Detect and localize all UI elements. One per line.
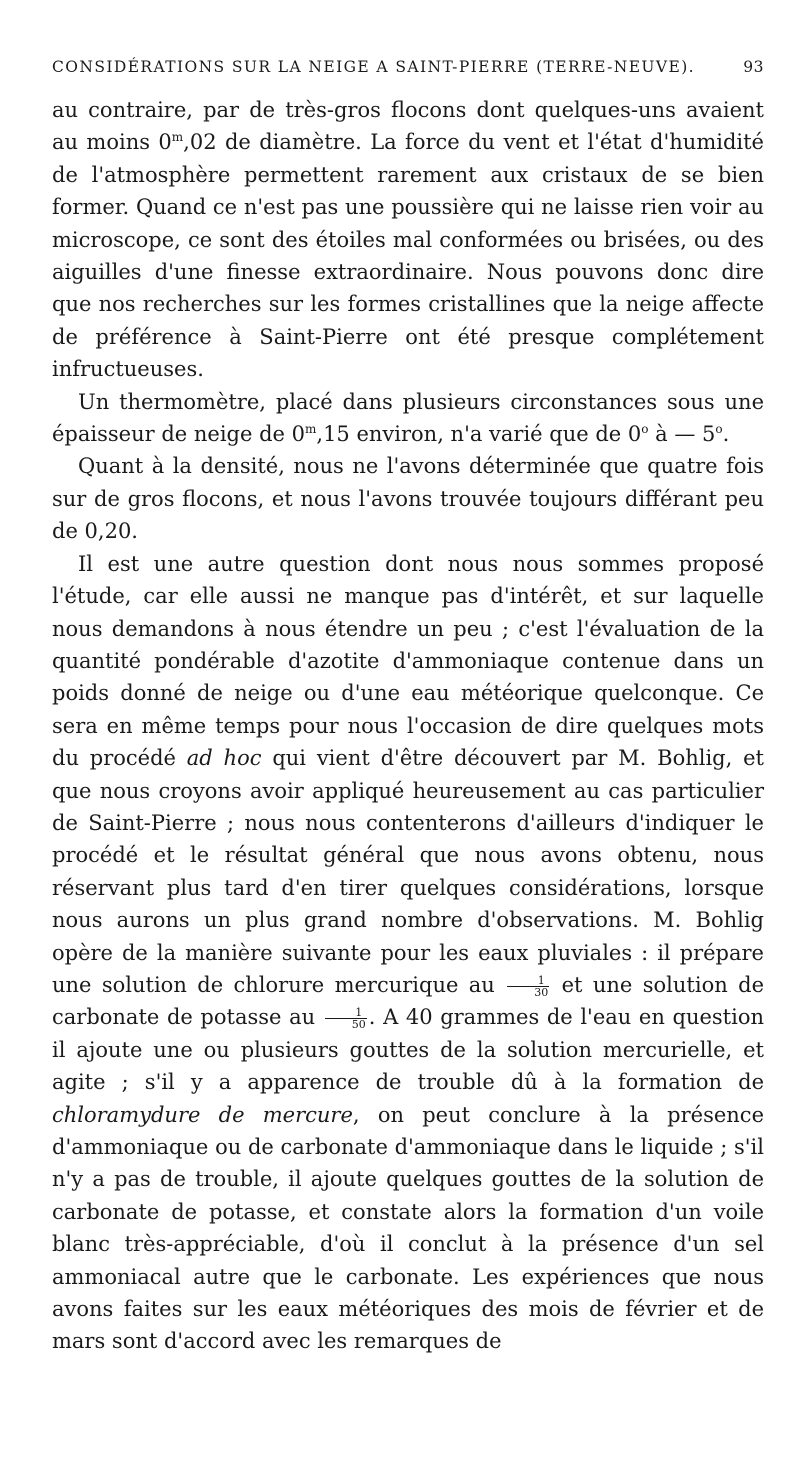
running-head [52,56,764,78]
paragraph-4-text-b: qui vient d'être découvert par M. Bohlig, et que nous croyons avoir appliqué heureusement au cas particulier de Saint-Pierre ; nous nous contenterons d'ailleurs d'indiquer le procédé et le résultat général que nous avons obtenu, nous réservant plus tard d'en tirer quelques considérations, lorsque nous aurons un plus grand nombre d'observations. M. Bohlig opère de la manière suivante pour les eaux pluviales : il prépare une solution de chlorure mercurique au [52,746,764,997]
paragraph-2-text-a: Un thermomètre, placé dans plusieurs circonstances sous une épaisseur de neige de 0 [52,389,764,447]
fraction-one-fiftieth [325,1007,367,1030]
paragraph-4-text-e: , on peut conclure à la présence d'ammoniaque ou de carbonate d'ammoniaque dans le liquide ; s'il n'y a pas de trouble, il ajoute quelques gouttes de la solution de carbonate de potasse, et constate alors la formation d'un voile blanc très-appréciable, d'où il conclut à la présence d'un sel ammoniacal autre que le carbonate. Les expériences que nous avons faites sur les eaux météoriques des mois de février et de mars sont d'accord avec les remarques de [52,1102,764,1354]
unit-superscript: m [171,130,184,145]
degree-superscript: o [641,422,649,437]
paragraph-2-text-c: à — 5 [648,422,716,447]
degree-superscript: o [715,422,723,437]
running-head-title: CONSIDÉRATIONS SUR LA NEIGE A SAINT-PIERRE (TERRE-NEUVE). [52,58,695,76]
paragraph-4-text-c: et une solution de carbonate de potasse au [52,972,765,1030]
paragraph-4 [52,548,764,1358]
paragraph-4-text-a: Il est une autre question dont nous nous sommes proposé l'étude, car elle aussi ne manque pas d'intérêt, et sur laquelle nous demandons à nous étendre un peu ; c'est l'évaluation de la quantité pondérable d'azotite d'ammoniaque contenue dans un poids donné de neige ou d'une eau météorique quelconque. Ce sera en même temps pour nous l'occasion de dire quelques mots du procédé [52,551,764,771]
book-page [52,56,764,1358]
paragraph-1-text-b: ,02 de diamètre. La force du vent et l'état d'humidité de l'atmosphère permettent rarement aux cristaux de se bien former. Quand ce n'est pas une poussière qui ne laisse rien voir au microscope, ce sont des étoiles mal conformées ou brisées, ou des aiguilles d'une finesse extraordinaire. Nous pouvons donc dire que nos recherches sur les formes cristallines que la neige affecte de préférence à Saint-Pierre ont été presque complétement infructueuses. [52,130,764,382]
unit-superscript: m [305,422,317,437]
fraction-denominator: 30 [534,985,549,999]
paragraph-2-text-b: ,15 environ, n'a varié que de 0 [316,422,642,447]
page-number: 93 [743,58,764,76]
paragraph-1-text-a: au contraire, par de très-gros flocons dont quelques-uns avaient au moins 0 [52,98,764,155]
body-text [52,94,764,1358]
paragraph-2-text-d: . [722,422,730,447]
paragraph-3: Quant à la densité, nous ne l'avons déterminée que quatre fois sur de gros flocons, et nous l'avons trouvée toujours différant peu de 0,20. [52,454,764,544]
fraction-numerator: 1 [325,1007,367,1019]
paragraph-4-text-d: . A 40 grammes de l'eau en question il ajoute une ou plusieurs gouttes de la solution mercurielle, et agite ; s'il y a apparence de trouble dû à la formation de [52,1005,765,1095]
fraction-one-thirtieth [507,975,549,998]
fraction-numerator: 1 [507,975,549,987]
paragraph-1 [52,94,764,386]
fraction-denominator: 50 [351,1018,366,1032]
italic-term: chloramydure de mercure [52,1102,353,1127]
italic-term: ad hoc [186,746,262,771]
paragraph-2 [52,386,764,451]
